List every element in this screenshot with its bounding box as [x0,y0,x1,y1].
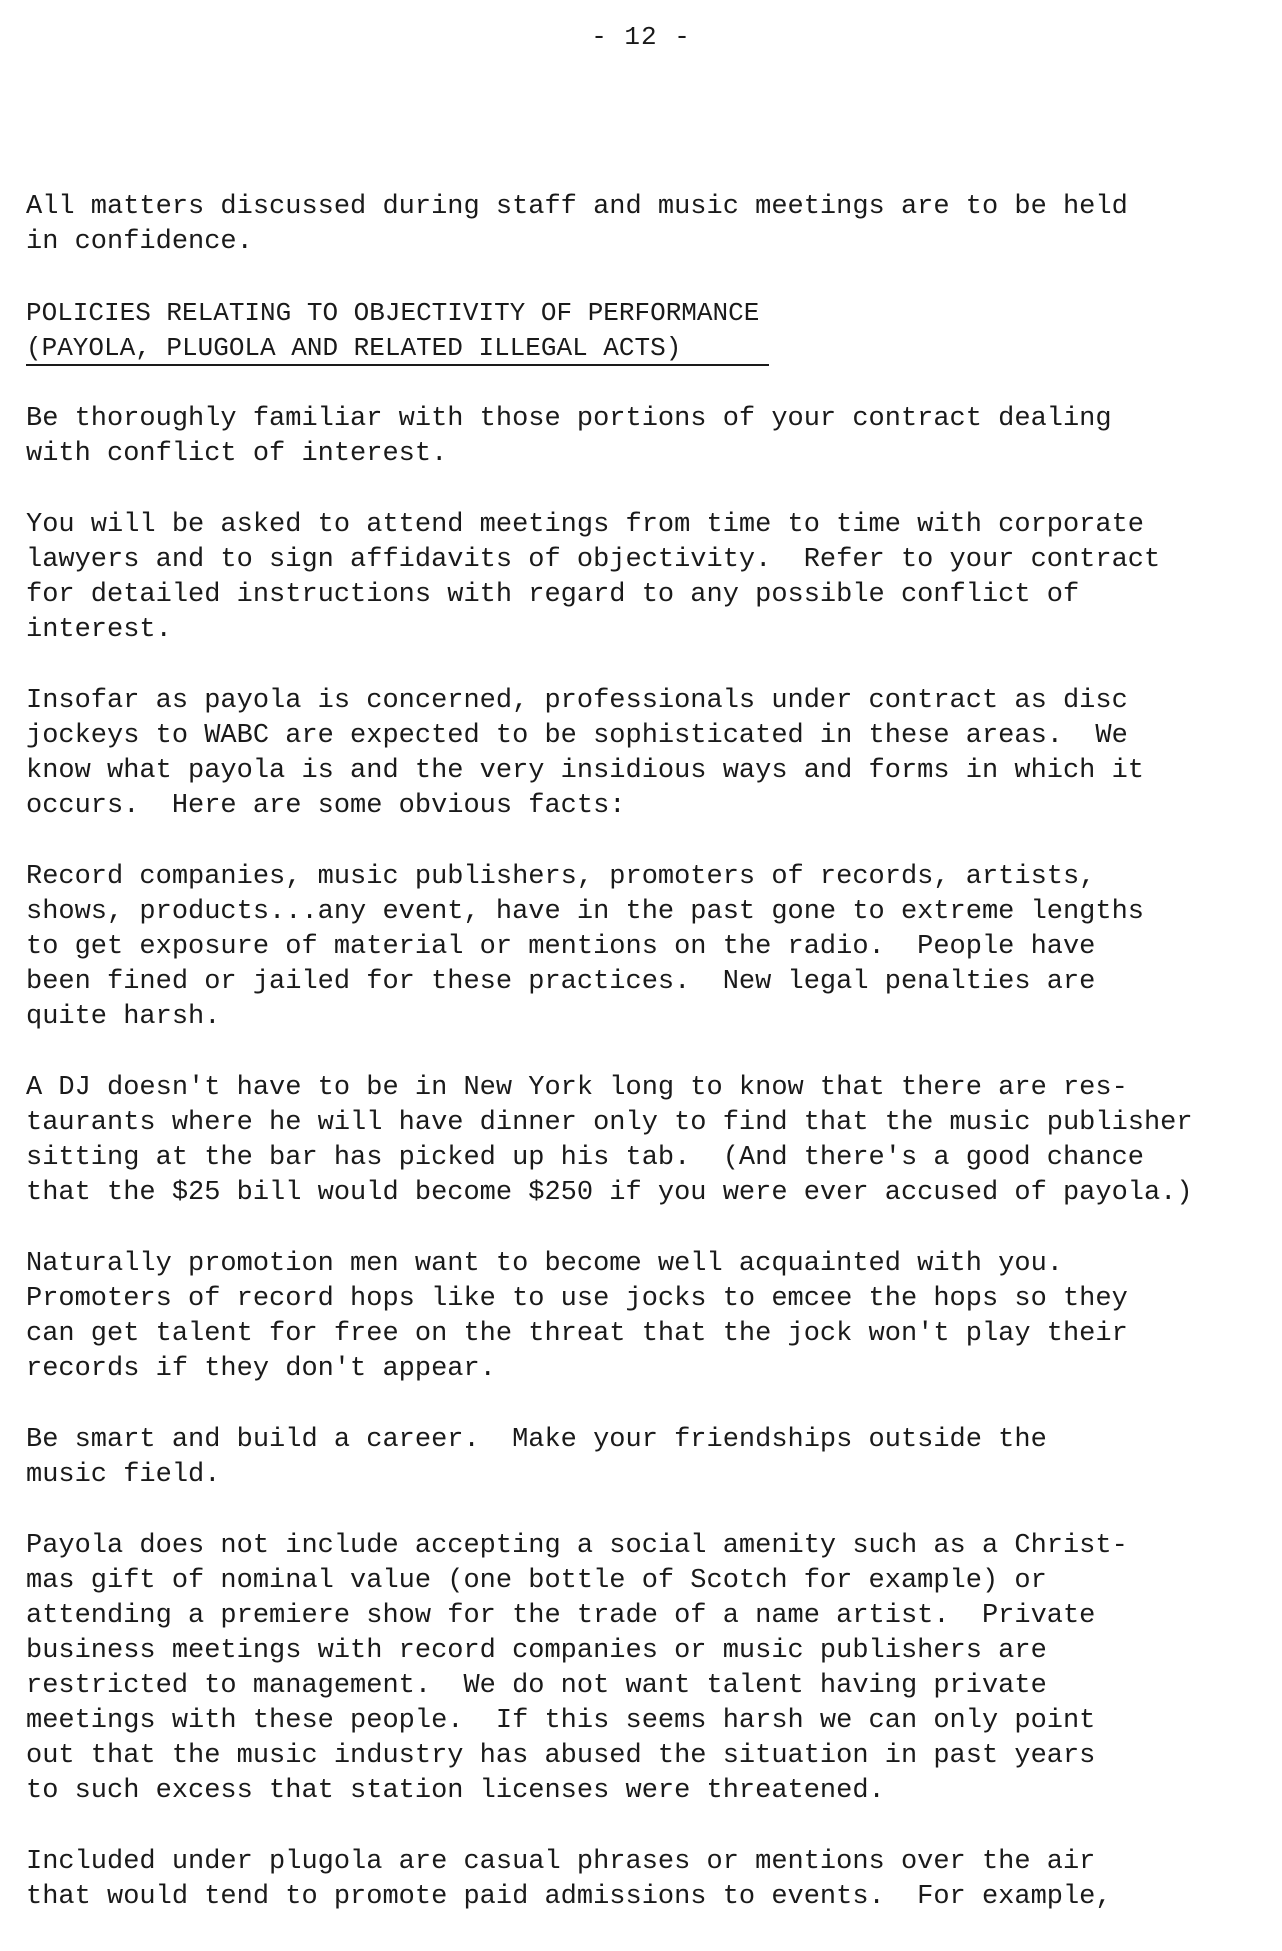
section-heading-title: POLICIES RELATING TO OBJECTIVITY OF PERFORMANCE [26,298,760,328]
paragraph-plugola: Included under plugola are casual phrases or mentions over the air that would tend to promote paid admissions to events. For example, [26,1847,1112,1912]
paragraph-record-companies: Record companies, music publishers, promoters of records, artists, shows, products...any event, have in the past gone to extreme lengths to get exposure of material or mentions on the radio. People have been fined or jailed for these practices. New legal penalties are quite harsh. [26,862,1144,1032]
paragraph-payola-intro: Insofar as payola is concerned, professionals under contract as disc jockeys to WABC are expected to be sophisticated in these areas. We know what payola is and the very insidious ways and forms in which it occurs. Here are some obvious facts: [26,686,1144,821]
page-number: - 12 - [591,22,691,52]
paragraph-career: Be smart and build a career. Make your friendships outside the music field. [26,1425,1047,1490]
paragraph-restaurants: A DJ doesn't have to be in New York long to know that there are res- taurants where he will have dinner only to find that the music publisher sitting at the bar has picked up his tab. (And there's a good chance that the $25 bill would become $250 if you were ever accused of payola.) [26,1073,1193,1208]
paragraph-contract-familiarity: Be thoroughly familiar with those portions of your contract dealing with conflict of interest. [26,404,1112,469]
document-body [26,190,1256,1951]
paragraph-social-amenity: Payola does not include accepting a social amenity such as a Christ- mas gift of nominal value (one bottle of Scotch for example) or attending a premiere show for the trade of a name artist. Private business meetings with record companies or music publishers are restricted to management. We do not want talent having private meetings with these people. If this seems harsh we can only point out that the music industry has abused the situation in past years to such excess that station licenses were threatened. [26,1531,1128,1806]
paragraph-confidentiality: All matters discussed during staff and music meetings are to be held in confidence. [26,192,1128,257]
section-heading-subtitle: (PAYOLA, PLUGOLA AND RELATED ILLEGAL ACTS) [26,332,769,366]
paragraph-affidavits: You will be asked to attend meetings from time to time with corporate lawyers and to sign affidavits of objectivity. Refer to your contract for detailed instructions with regard to any possible conflict of interest. [26,510,1161,645]
paragraph-promotion-men: Naturally promotion men want to become well acquainted with you. Promoters of record hops like to use jocks to emcee the hops so they can get talent for free on the threat that the jock won't play their records if they don't appear. [26,1249,1128,1384]
section-heading [26,296,1256,366]
